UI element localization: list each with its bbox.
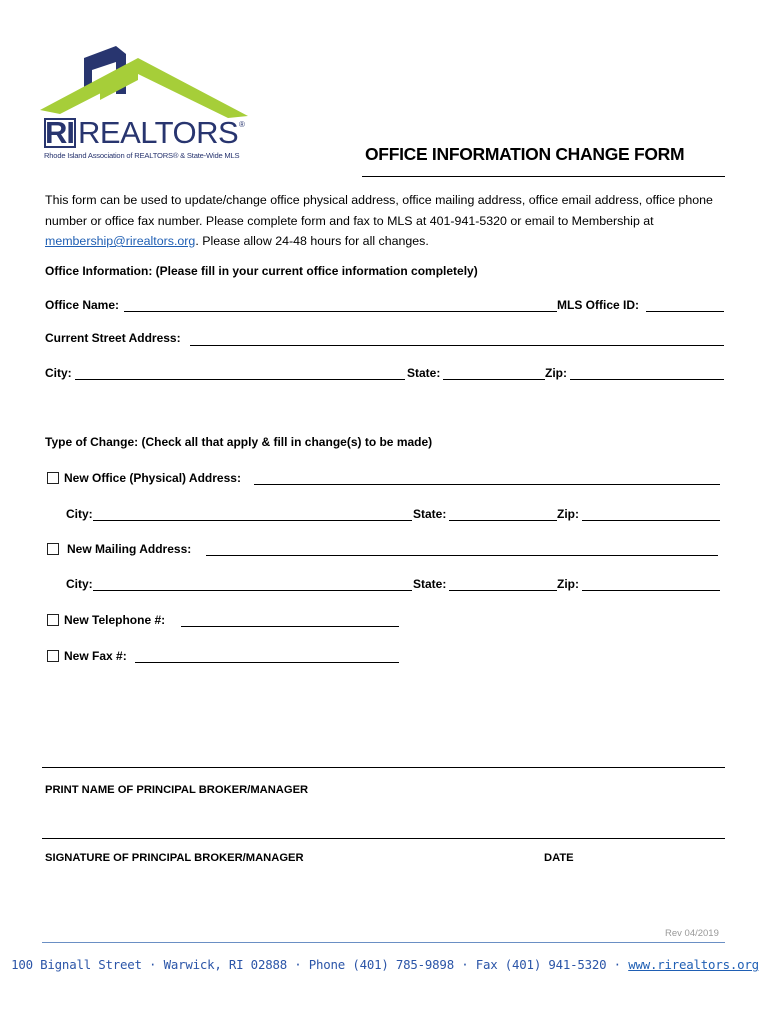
form-title: OFFICE INFORMATION CHANGE FORM [365, 144, 685, 164]
physical-city-field[interactable] [93, 520, 412, 521]
membership-email-link[interactable]: membership@rirealtors.org [45, 234, 196, 248]
intro-paragraph [45, 190, 725, 252]
mailing-city-label: City: [66, 577, 93, 591]
ri-realtors-logo [40, 44, 255, 164]
footer [0, 957, 770, 972]
state-field[interactable] [443, 379, 545, 380]
footer-rule [42, 942, 725, 943]
physical-address-field[interactable] [254, 484, 720, 485]
physical-state-label: State: [413, 507, 447, 521]
office-name-field[interactable] [124, 311, 557, 312]
print-name-label: PRINT NAME OF PRINCIPAL BROKER/MANAGER [45, 784, 309, 796]
mailing-zip-field[interactable] [582, 590, 720, 591]
physical-address-label: New Office (Physical) Address: [64, 471, 241, 485]
footer-address: 100 Bignall Street · Warwick, RI 02888 · Phone (401) 785-9898 · Fax (401) 941-5320 · [11, 957, 629, 972]
website-link[interactable]: www.rirealtors.org [628, 957, 759, 972]
physical-zip-label: Zip: [557, 507, 579, 521]
mailing-zip-label: Zip: [557, 577, 579, 591]
fax-label: New Fax #: [64, 649, 127, 663]
fax-field[interactable] [135, 662, 399, 663]
signature-line[interactable] [42, 838, 725, 839]
physical-address-checkbox[interactable] [47, 472, 59, 484]
telephone-field[interactable] [181, 626, 399, 627]
mailing-address-checkbox[interactable] [47, 543, 59, 555]
office-info-heading: Office Information: (Please fill in your current office information completely) [45, 264, 478, 278]
telephone-checkbox[interactable] [47, 614, 59, 626]
physical-state-field[interactable] [449, 520, 557, 521]
city-field[interactable] [75, 379, 405, 380]
mailing-address-label: New Mailing Address: [67, 542, 192, 556]
change-heading: Type of Change: (Check all that apply & fill in change(s) to be made) [45, 435, 433, 449]
print-name-line[interactable] [42, 767, 725, 768]
office-name-label: Office Name: [45, 298, 120, 312]
street-address-field[interactable] [190, 345, 724, 346]
street-address-label: Current Street Address: [45, 331, 181, 345]
fax-checkbox[interactable] [47, 650, 59, 662]
signature-label: SIGNATURE OF PRINCIPAL BROKER/MANAGER [45, 852, 304, 864]
mailing-state-field[interactable] [449, 590, 557, 591]
zip-label: Zip: [545, 366, 567, 380]
zip-field[interactable] [570, 379, 724, 380]
mls-office-id-field[interactable] [646, 311, 724, 312]
logo-name: REALTORS [78, 115, 239, 150]
physical-zip-field[interactable] [582, 520, 720, 521]
logo-ri: RI [45, 115, 74, 150]
physical-city-label: City: [66, 507, 93, 521]
mailing-city-field[interactable] [93, 590, 412, 591]
state-label: State: [407, 366, 441, 380]
mailing-state-label: State: [413, 577, 447, 591]
revision-label: Rev 04/2019 [665, 928, 719, 939]
mailing-address-field[interactable] [206, 555, 718, 556]
logo-registered-mark: ® [239, 120, 245, 129]
city-label: City: [45, 366, 72, 380]
intro-text-end: . Please allow 24-48 hours for all changes. [195, 234, 429, 248]
date-label: DATE [544, 852, 574, 864]
mls-office-id-label: MLS Office ID: [557, 298, 640, 312]
logo-subline: Rhode Island Association of REALTORS® & State-Wide MLS [44, 151, 240, 160]
telephone-label: New Telephone #: [64, 613, 166, 627]
intro-text: This form can be used to update/change office physical address, office mailing address, office email address, office phone number or office fax number. Please complete form and fax to MLS at 401-941-5320 or email to Membership at [45, 193, 713, 228]
title-underline [362, 176, 725, 177]
house-roof-icon [40, 44, 255, 124]
